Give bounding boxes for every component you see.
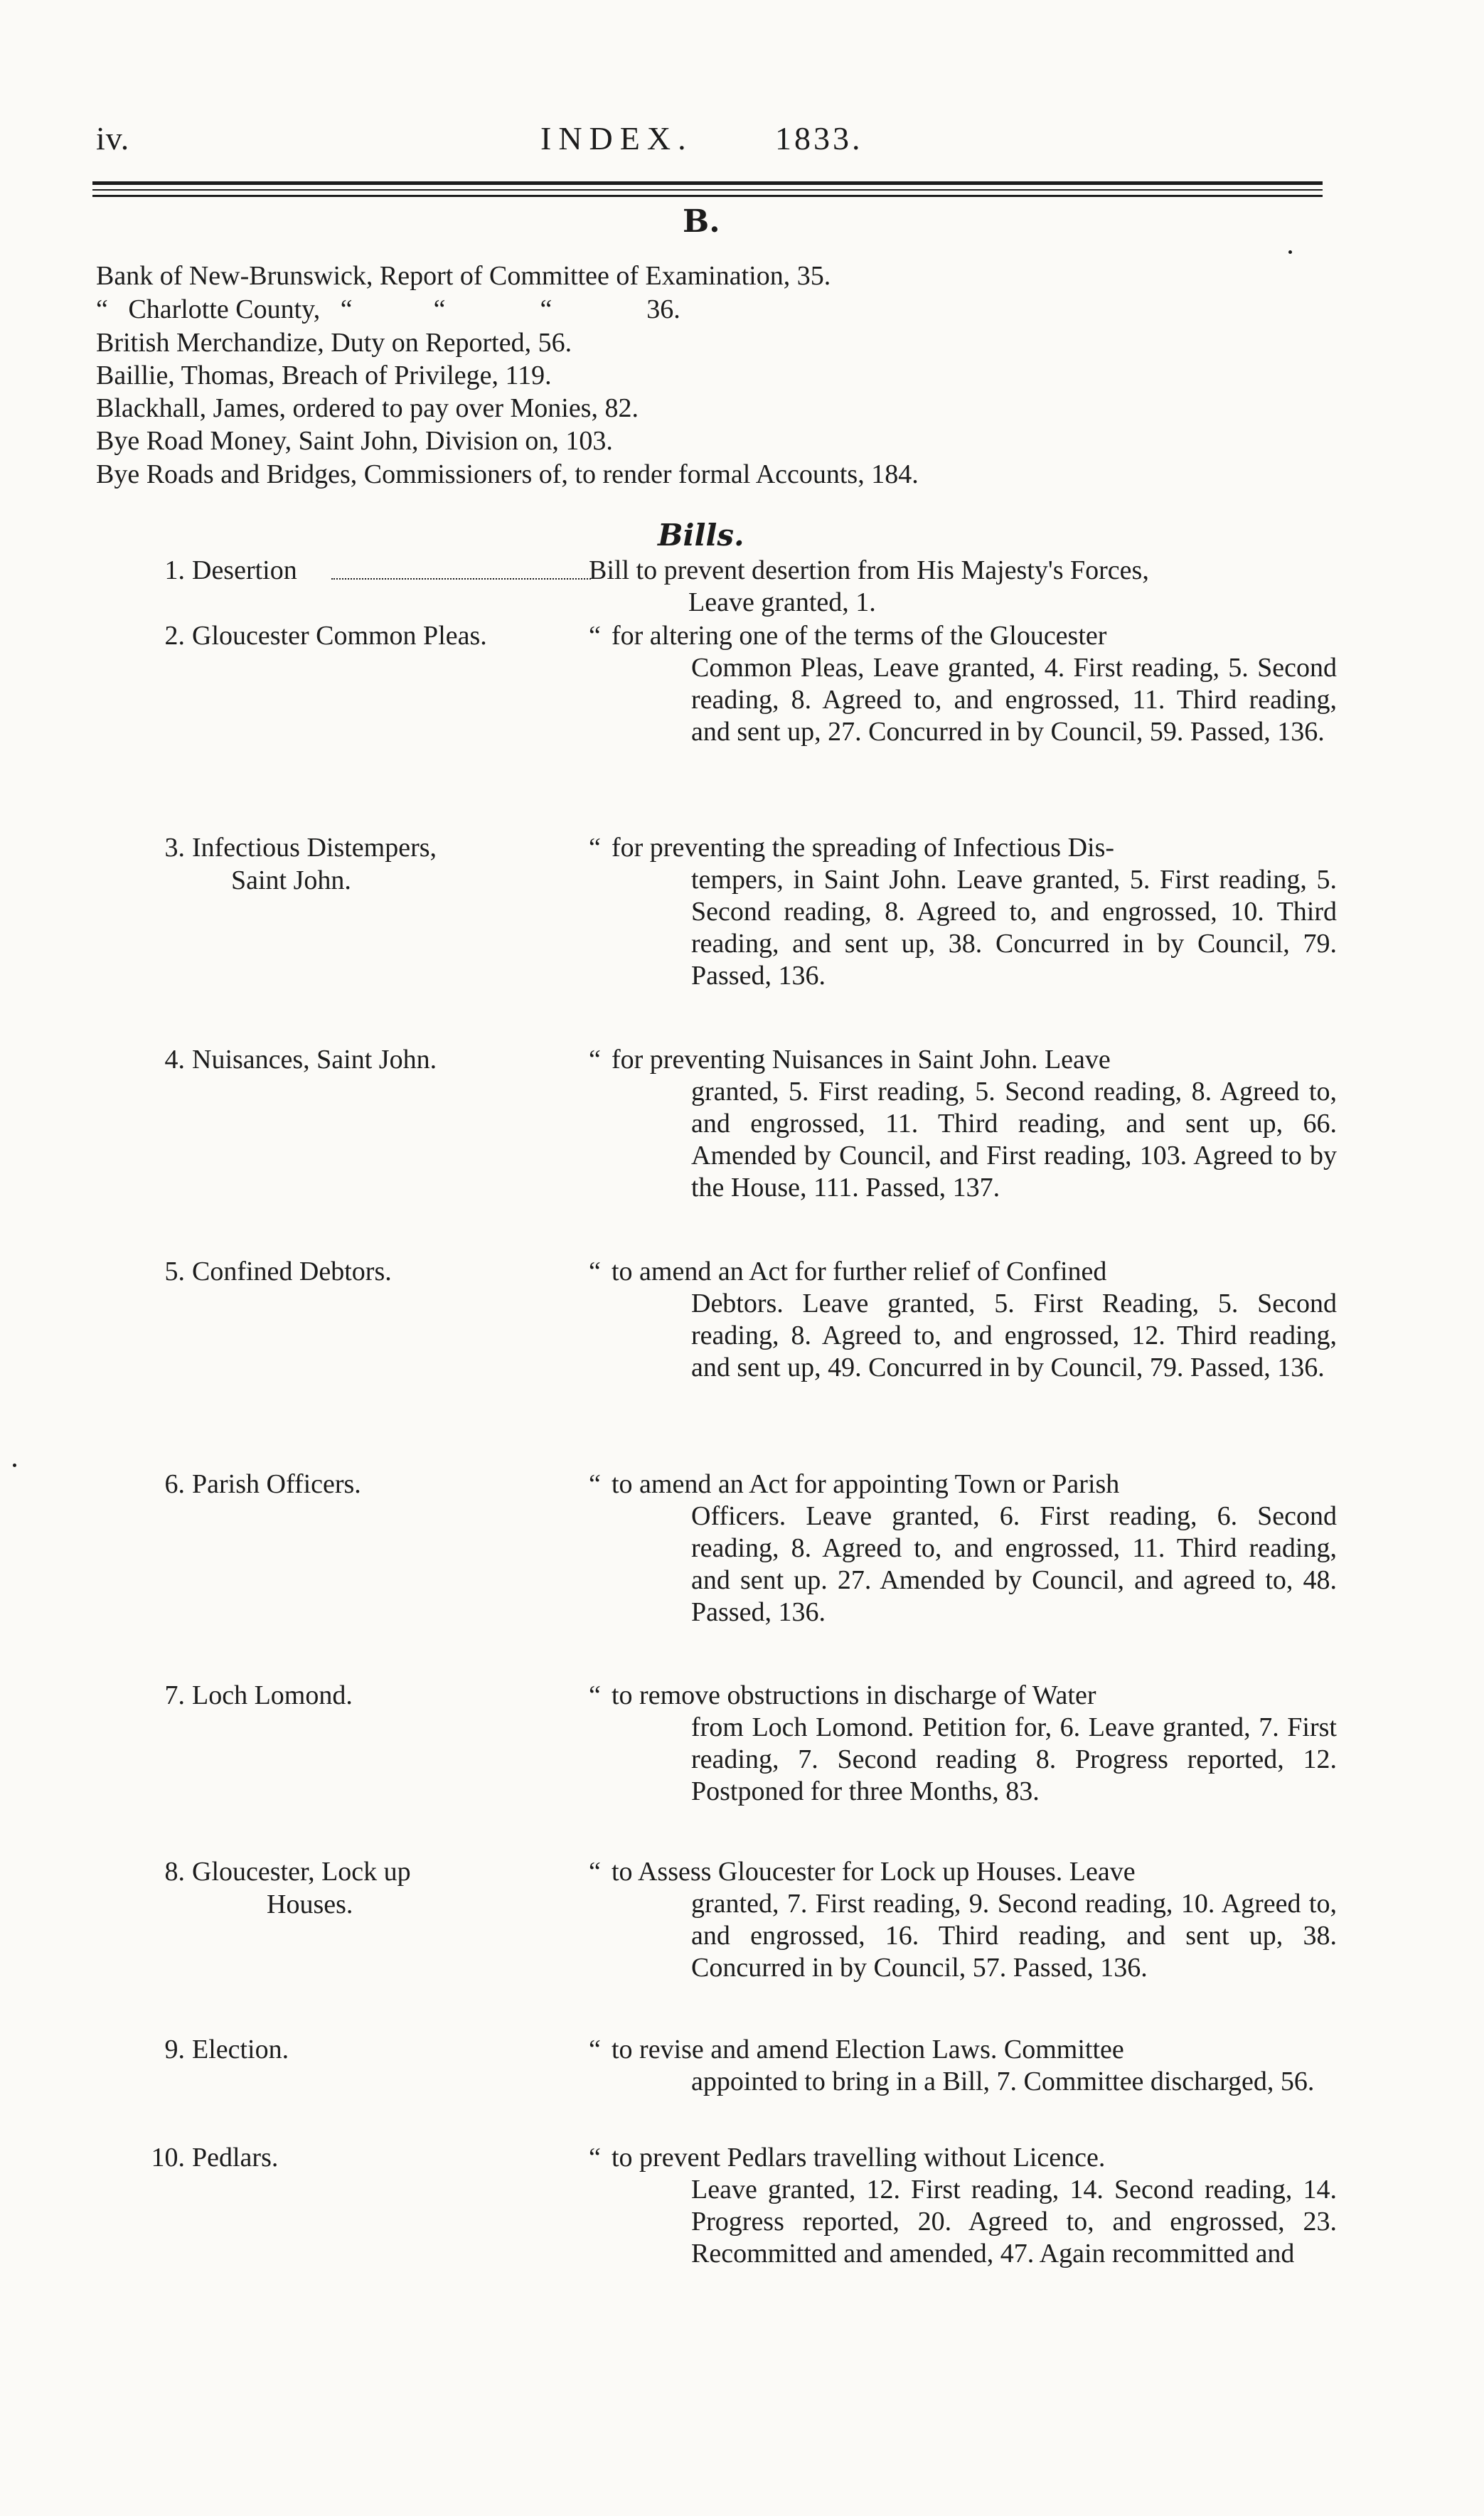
bill-description-first: to Assess Gloucester for Lock up Houses. Leave [612,1857,1136,1887]
bill-description [612,1468,1337,1629]
bill-description [612,620,1337,748]
bill-description-body: granted, 7. First reading, 9. Second reading, 10. Agreed to, and engrossed, 16. Third reading, and sent up, 38. Concurred in by Council, 57. Passed, 136. [691,1889,1337,1983]
bill-description-body: Leave granted, 1. [688,587,876,617]
bill-description-first: to prevent Pedlars travelling without Licence. [612,2143,1106,2173]
bill-title: Election. [192,2035,289,2064]
bill-number: 5. [164,1257,185,1286]
bill-description [612,2034,1337,2098]
bill-number: 6. [164,1469,185,1499]
bill-description [612,2142,1337,2270]
bill-description [612,1044,1337,1204]
bill-description-first: to revise and amend Election Laws. Committee [612,2035,1124,2064]
bill-title: Nuisances, Saint John. [192,1045,437,1075]
bill-description-first: to amend an Act for appointing Town or Parish [612,1469,1120,1499]
bill-description [612,832,1337,992]
bill-description-body: from Loch Lomond. Petition for, 6. Leave granted, 7. First reading, 7. Second reading 8. Progress reported, 12. Postponed for three Months, 83. [691,1712,1337,1806]
ditto-mark: “ [589,1257,601,1286]
index-entry: “ Charlotte County, “ “ “ 36. [96,294,680,324]
bill-title: Gloucester Common Pleas. [192,621,487,651]
bill-title: Confined Debtors. [192,1257,392,1286]
bill-description-first: for preventing the spreading of Infectious Dis- [612,833,1115,863]
header-rule-bottom [92,195,1323,197]
index-entry: Bye Roads and Bridges, Commissioners of, to render formal Accounts, 184. [96,459,919,489]
bill-description-body: appointed to bring in a Bill, 7. Committee discharged, 56. [691,2067,1315,2096]
index-entry: Bye Road Money, Saint John, Division on, 103. [96,426,613,456]
bill-description-first: for preventing Nuisances in Saint John. Leave [612,1045,1111,1075]
bill-title: Gloucester, Lock up [192,1857,411,1887]
ditto-mark: “ [589,2035,601,2064]
bill-description [612,1680,1337,1808]
bill-description-body: Officers. Leave granted, 6. First reading, 6. Second reading, 8. Agreed to, and engrossed, 11. Third reading, and sent up. 27. Amended by Council, and agreed to, 48. Passed, 136. [691,1501,1337,1627]
page-title: INDEX. [540,120,693,156]
index-entry: Blackhall, James, ordered to pay over Monies, 82. [96,393,639,423]
bill-title-cont: Saint John. [231,865,351,895]
bill-description-first: Bill to prevent desertion from His Majesty's Forces, [589,555,1149,585]
bill-number: 9. [164,2035,185,2064]
ditto-mark: “ [589,833,601,863]
section-b-heading: B. [683,203,720,240]
bill-title: Infectious Distempers, [192,833,437,863]
index-entry: Baillie, Thomas, Breach of Privilege, 119. [96,361,552,390]
bill-title-cont: Houses. [267,1889,353,1919]
bill-title: Pedlars. [192,2143,279,2173]
ditto-mark: “ [589,2143,601,2173]
dot-leader [331,578,591,580]
bill-description-body: granted, 5. First reading, 5. Second reading, 8. Agreed to, and engrossed, 11. Third reading, and sent up, 66. Amended by Council, and First reading, 103. Agreed to by the House, 111. Passed, 137. [691,1077,1337,1203]
bill-description-first: to remove obstructions in discharge of Water [612,1680,1096,1710]
bill-description [612,1256,1337,1384]
bill-description-body: Leave granted, 12. First reading, 14. Second reading, 14. Progress reported, 20. Agreed to, and engrossed, 23. Recommitted and amended, 47. Again recommitted and [691,2175,1337,2269]
bill-number: 1. [164,555,185,585]
page-year: 1833. [775,120,863,156]
ditto-mark: “ [589,1469,601,1499]
bill-title: Loch Lomond. [192,1680,353,1710]
bill-number: 4. [164,1045,185,1075]
ditto-mark: “ [589,1680,601,1710]
bill-number: 3. [164,833,185,863]
bill-title: Desertion [192,555,297,585]
ink-speck [13,1464,16,1467]
bill-description-first: to amend an Act for further relief of Confined [612,1257,1107,1286]
bill-description-body: Common Pleas, Leave granted, 4. First reading, 5. Second reading, 8. Agreed to, and engrossed, 11. Third reading, and sent up, 27. Concurred in by Council, 59. Passed, 136. [691,653,1337,747]
bill-description-body: tempers, in Saint John. Leave granted, 5. First reading, 5. Second reading, 8. Agreed to, and engrossed, 10. Third reading, and sent up, 38. Concurred in by Council, 79. Passed, 136. [691,865,1337,991]
ink-speck [1288,250,1292,254]
ditto-mark: “ [589,1045,601,1075]
bill-number: 10. [151,2143,185,2173]
bill-number: 2. [164,621,185,651]
header-rule-thin [92,189,1323,191]
bill-description [612,1856,1337,1984]
page-number: iv. [96,120,130,156]
header-rule-thick [92,181,1323,185]
ditto-mark: “ [589,1857,601,1887]
bill-title: Parish Officers. [192,1469,361,1499]
bill-description [589,555,1337,619]
bills-heading: Bills. [658,518,744,553]
ditto-mark: “ [589,621,601,651]
index-entry: Bank of New-Brunswick, Report of Committee of Examination, 35. [96,261,831,291]
bill-description-first: for altering one of the terms of the Gloucester [612,621,1107,651]
bill-description-body: Debtors. Leave granted, 5. First Reading, 5. Second reading, 8. Agreed to, and engrossed, 12. Third reading, and sent up, 49. Concurred in by Council, 79. Passed, 136. [691,1289,1337,1382]
bill-number: 7. [164,1680,185,1710]
bill-number: 8. [164,1857,185,1887]
index-entry: British Merchandize, Duty on Reported, 56. [96,328,572,358]
